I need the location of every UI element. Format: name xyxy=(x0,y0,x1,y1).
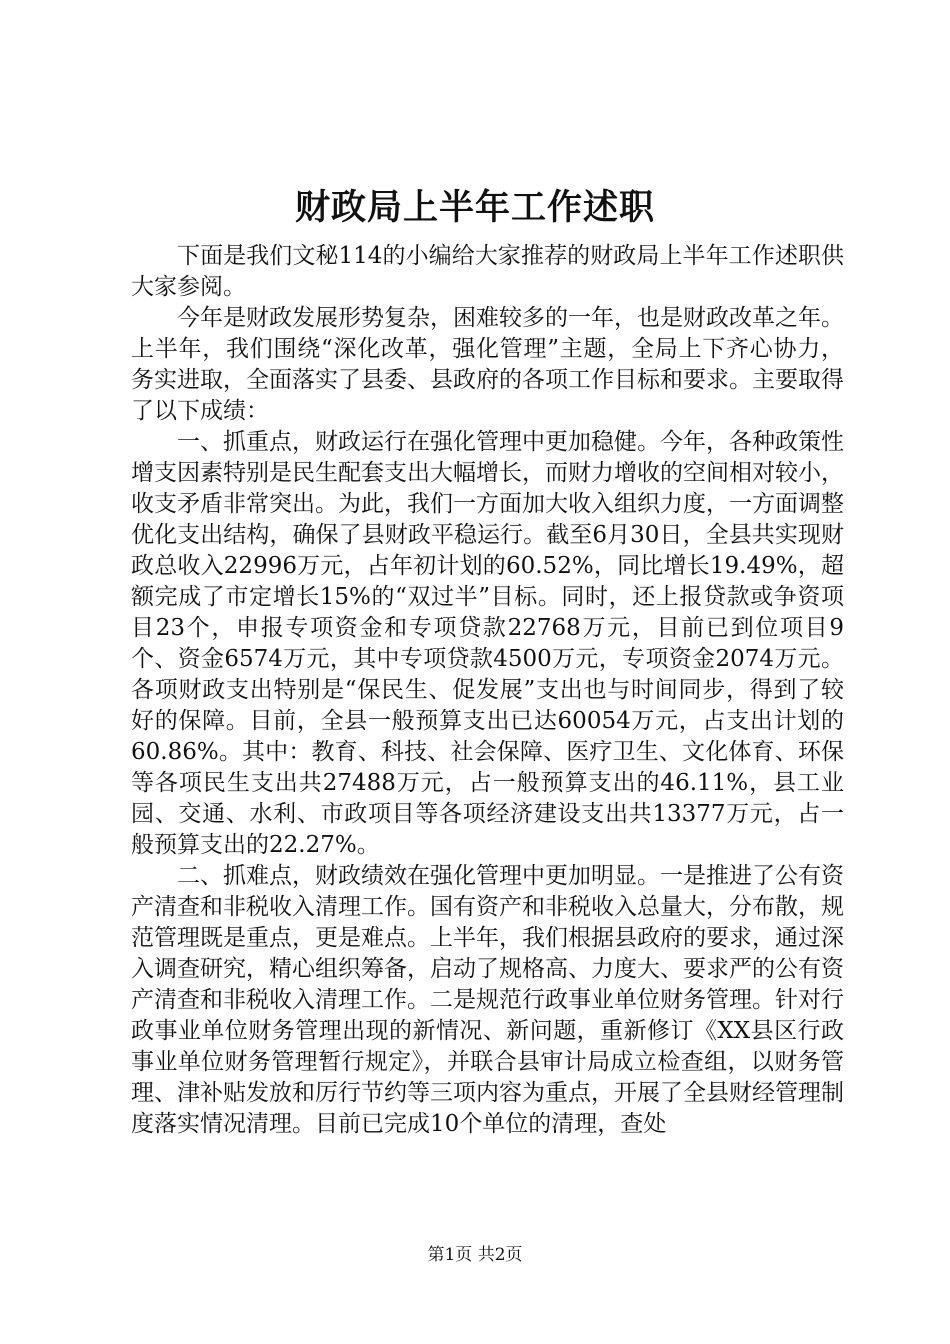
page-footer: 第1页 共2页 xyxy=(427,1245,523,1265)
paragraph-section-two: 二、抓难点，财政绩效在强化管理中更加明显。一是推进了公有资产清查和非税收入清理工作。国有资产和非税收入总量大，分布散，规范管理既是重点，更是难点。上半年，我们根据县政府的要求，通过深入调查研究，精心组织筹备，启动了规格高、力度大、要求严的公有资产清查和非税收入清理工作。二是规范行政事业单位财务管理。针对行政事业单位财务管理出现的新情况、新问题，重新修订《XX县区行政事业单位财务管理暂行规定》，并联合县审计局成立检查组，以财务管理、津补贴发放和厉行节约等三项内容为重点，开展了全县财经管理制度落实情况清理。目前已完成10个单位的清理，查处 xyxy=(131,863,844,1137)
document-title: 财政局上半年工作述职 xyxy=(294,187,655,228)
paragraph-overview: 今年是财政发展形势复杂，困难较多的一年，也是财政改革之年。上半年，我们围绕“深化改革，强化管理”主题，全局上下齐心协力，务实进取，全面落实了县委、县政府的各项工作目标和要求。主要取得了以下成绩： xyxy=(131,305,844,424)
paragraph-section-one: 一、抓重点，财政运行在强化管理中更加稳健。今年，各种政策性增支因素特别是民生配套支出大幅增长，而财力增收的空间相对较小，收支矛盾非常突出。为此，我们一方面加大收入组织力度，一方面调整优化支出结构，确保了县财政平稳运行。截至6月30日，全县共实现财政总收入22996万元，占年初计划的60.52%，同比增长19.49%，超额完成了市定增长15%的“双过半”目标。同时，还上报贷款或争资项目23个，申报专项资金和专项贷款22768万元，目前已到位项目9个、资金6574万元，其中专项贷款4500万元，专项资金2074万元。各项财政支出特别是“保民生、促发展”支出也与时间同步，得到了较好的保障。目前，全县一般预算支出已达60054万元，占支出计划的60.86%。其中：教育、科技、社会保障、医疗卫生、文化体育、环保等各项民生支出共27488万元，占一般预算支出的46.11%，县工业园、交通、水利、市政项目等各项经济建设支出共13377万元，占一般预算支出的22.27%。 xyxy=(131,429,844,858)
paragraph-intro: 下面是我们文秘114的小编给大家推荐的财政局上半年工作述职供大家参阅。 xyxy=(131,243,844,300)
document-body xyxy=(131,241,844,1140)
